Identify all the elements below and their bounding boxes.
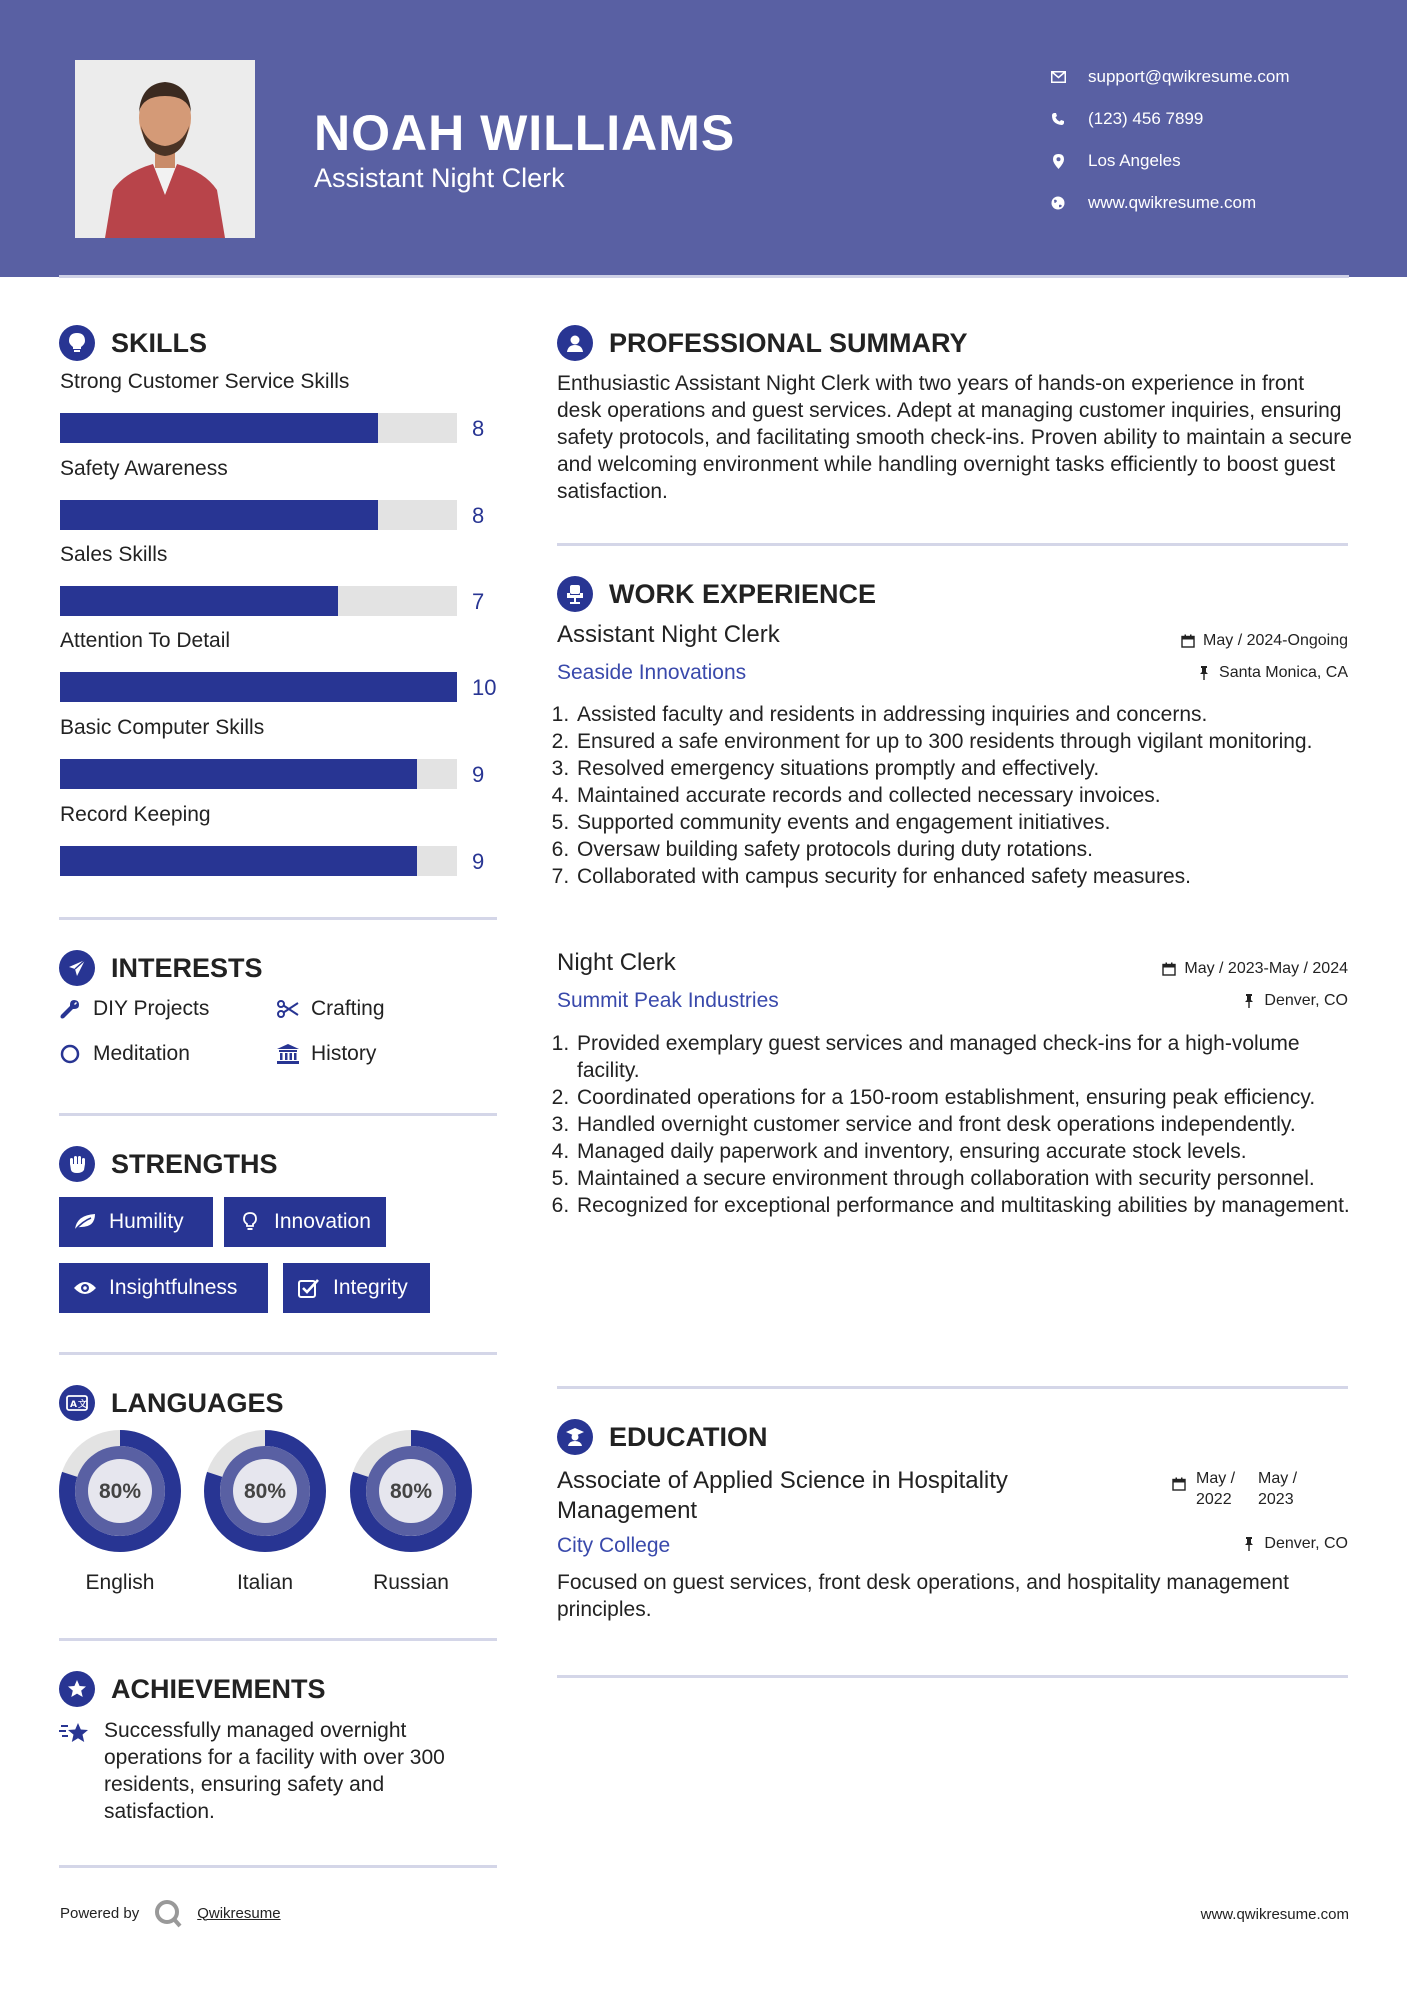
education-location — [1242, 1535, 1348, 1553]
user-icon — [557, 325, 593, 361]
language-label: Italian — [236, 1571, 294, 1594]
skill-bar-fill — [60, 846, 417, 876]
duty-item: 2. Ensured a safe environment for up to 300 residents through vigilant monitoring. — [575, 728, 1360, 755]
skill-bar — [60, 413, 457, 443]
contact-phone-text: (123) 456 7899 — [1088, 109, 1204, 128]
skill-item — [60, 629, 497, 700]
duty-item: 5. Supported community events and engagement initiatives. — [575, 809, 1360, 836]
section-divider — [59, 1113, 497, 1116]
skill-item — [60, 803, 490, 874]
duty-item: 2. Coordinated operations for a 150-room establishment, ensuring peak efficiency. — [575, 1084, 1360, 1111]
language-donut — [204, 1430, 326, 1552]
interests-heading — [59, 950, 263, 986]
interest-item — [277, 997, 385, 1021]
duty-item: 6. Oversaw building safety protocols during duty rotations. — [575, 836, 1360, 863]
lightbulb-icon — [59, 325, 95, 361]
summary-heading — [557, 325, 968, 361]
interests-title: INTERESTS — [111, 952, 263, 983]
strengths-title: STRENGTHS — [111, 1148, 278, 1179]
contact-location — [1050, 140, 1290, 182]
education-start: May / 2022 — [1196, 1470, 1236, 1508]
contact-website[interactable] — [1050, 182, 1290, 224]
skill-bar-fill — [60, 672, 457, 702]
language-label: English — [85, 1571, 155, 1594]
skill-label: Strong Customer Service Skills — [60, 370, 350, 393]
interest-item — [277, 1042, 376, 1066]
skill-bar-fill — [60, 500, 378, 530]
strength-label: Integrity — [333, 1276, 408, 1299]
duty-item: 3. Handled overnight customer service and front desk operations independently. — [575, 1111, 1360, 1138]
skill-bar — [60, 846, 457, 876]
skill-value: 7 — [472, 589, 485, 614]
section-divider — [59, 1865, 497, 1868]
skill-label: Sales Skills — [60, 543, 168, 566]
duty-item: 3. Resolved emergency situations promptly and effectively. — [575, 755, 1360, 782]
education-degree: Associate of Applied Science in Hospitality Management — [557, 1467, 1008, 1524]
skill-bar — [60, 759, 457, 789]
interest-label: DIY Projects — [93, 997, 210, 1020]
phone-icon — [1050, 111, 1066, 127]
languages-title: LANGUAGES — [111, 1387, 284, 1418]
skill-item — [60, 370, 490, 441]
job-dates — [1162, 960, 1348, 978]
job-dates-text: May / 2024-Ongoing — [1203, 632, 1348, 649]
skill-label: Attention To Detail — [60, 629, 231, 652]
section-divider — [59, 1352, 497, 1355]
achievements-heading — [59, 1671, 326, 1707]
skill-bar — [60, 500, 457, 530]
summary-title: PROFESSIONAL SUMMARY — [609, 327, 968, 358]
wrench-icon — [59, 998, 81, 1020]
languages-heading — [59, 1385, 284, 1421]
interest-label: History — [311, 1042, 377, 1065]
duty-item: 1. Provided exemplary guest services and managed check-ins for a high-volume facility. — [575, 1030, 1360, 1084]
education-end: May / 2023 — [1258, 1470, 1298, 1508]
lightbulb-icon — [238, 1211, 262, 1233]
qwikresume-link[interactable]: Qwikresume — [197, 1904, 281, 1922]
contact-email[interactable] — [1050, 56, 1290, 98]
job-dates — [1181, 632, 1348, 650]
section-divider — [557, 543, 1348, 546]
education-title: EDUCATION — [609, 1421, 768, 1452]
skill-label: Record Keeping — [60, 803, 211, 826]
achievements-title: ACHIEVEMENTS — [111, 1673, 326, 1704]
skills-heading — [59, 325, 207, 361]
map-pin-icon — [1050, 153, 1066, 169]
job-location-text: Denver, CO — [1264, 992, 1348, 1009]
skill-bar-fill — [60, 759, 417, 789]
strength-badge — [224, 1197, 386, 1247]
duty-item: 5. Maintained a secure environment through collaboration with security personnel. — [575, 1165, 1360, 1192]
qwikresume-logo-icon — [153, 1898, 183, 1928]
strength-label: Innovation — [274, 1210, 371, 1233]
contact-phone[interactable] — [1050, 98, 1290, 140]
language-percent: 80% — [243, 1480, 287, 1503]
skill-value: 8 — [472, 503, 485, 528]
skill-bar-fill — [60, 413, 378, 443]
stars-icon — [59, 1720, 91, 1746]
scissors-icon — [277, 998, 299, 1020]
skill-item — [60, 543, 490, 614]
footer-powered-by — [60, 1898, 281, 1928]
job-location — [1242, 992, 1348, 1010]
skill-bar — [60, 672, 457, 702]
language-percent: 80% — [389, 1480, 433, 1503]
skill-item — [60, 716, 490, 787]
strength-label: Humility — [109, 1210, 184, 1233]
section-divider — [557, 1386, 1348, 1389]
language-item — [204, 1430, 326, 1595]
education-heading — [557, 1419, 768, 1455]
job-title: Night Clerk — [557, 949, 676, 976]
strength-label: Insightfulness — [109, 1276, 238, 1299]
experience-heading — [557, 576, 876, 612]
interest-label: Crafting — [311, 997, 385, 1020]
contact-list — [1050, 56, 1290, 224]
education-location-text: Denver, CO — [1264, 1535, 1348, 1552]
language-donut — [350, 1430, 472, 1552]
graduate-icon — [557, 1419, 593, 1455]
star-badge-icon — [59, 1671, 95, 1707]
candidate-name: NOAH WILLIAMS — [314, 105, 736, 161]
pushpin-icon — [1242, 1537, 1256, 1551]
duty-item: 7. Collaborated with campus security for enhanced safety measures. — [575, 863, 1360, 890]
strength-badge — [283, 1263, 430, 1313]
job-duties — [557, 701, 1360, 890]
svg-text:文: 文 — [78, 1400, 88, 1410]
check-square-icon — [297, 1277, 321, 1299]
section-divider — [59, 1638, 497, 1641]
interest-label: Meditation — [93, 1042, 190, 1065]
job-dates-text: May / 2023-May / 2024 — [1184, 960, 1348, 977]
summary-text: Enthusiastic Assistant Night Clerk with two years of hands-on experience in front desk operations and guest services. Adept at managing customer inquiries, ensuring safety protocols, and facilitating smooth check-ins. Proven ability to maintain a secure and welcoming environment while handling overnight tasks efficiently to boost guest satisfaction. — [557, 372, 1352, 503]
leaf-icon — [73, 1211, 97, 1233]
skill-bar — [60, 586, 457, 616]
fist-icon — [59, 1146, 95, 1182]
contact-email-text: support@qwikresume.com — [1088, 67, 1290, 86]
profile-photo — [75, 60, 255, 238]
candidate-role: Assistant Night Clerk — [314, 163, 565, 193]
footer-website[interactable]: www.qwikresume.com — [1200, 1906, 1349, 1923]
resume-header — [0, 0, 1407, 277]
skills-title: SKILLS — [111, 327, 208, 358]
envelope-icon — [1050, 69, 1066, 85]
language-donut — [59, 1430, 181, 1552]
achievement-text: Successfully managed overnight operations for a facility with over 300 residents, ensuring safety and satisfaction. — [104, 1719, 445, 1823]
interest-item — [59, 1042, 190, 1066]
duty-item: 4. Managed daily paperwork and inventory, ensuring accurate stock levels. — [575, 1138, 1360, 1165]
education-dates — [1172, 1468, 1312, 1510]
pushpin-icon — [1197, 666, 1211, 680]
education-description: Focused on guest services, front desk operations, and hospitality management principles. — [557, 1571, 1289, 1621]
skill-bar-fill — [60, 586, 338, 616]
calendar-icon — [1162, 962, 1176, 976]
eye-icon — [73, 1277, 97, 1299]
duty-item: 1. Assisted faculty and residents in addressing inquiries and concerns. — [575, 701, 1360, 728]
skill-label: Safety Awareness — [60, 457, 228, 480]
job-company: Summit Peak Industries — [557, 989, 779, 1012]
contact-location-text: Los Angeles — [1088, 151, 1181, 170]
duty-item: 4. Maintained accurate records and collected necessary invoices. — [575, 782, 1360, 809]
strength-badge — [59, 1263, 268, 1313]
chair-icon — [557, 576, 593, 612]
calendar-icon — [1172, 1477, 1186, 1491]
globe-icon — [1050, 195, 1066, 211]
svg-text:A: A — [70, 1400, 77, 1410]
language-item — [59, 1430, 181, 1595]
strengths-heading — [59, 1146, 278, 1182]
circle-icon — [59, 1043, 81, 1065]
duty-item: 6. Recognized for exceptional performance and multitasking abilities by management. — [575, 1192, 1360, 1219]
job-company: Seaside Innovations — [557, 661, 747, 684]
powered-by-text: Powered by — [60, 1904, 140, 1922]
experience-title: WORK EXPERIENCE — [609, 578, 877, 609]
interest-item — [59, 997, 209, 1021]
museum-icon — [277, 1043, 299, 1065]
calendar-icon — [1181, 634, 1195, 648]
skill-value: 10 — [472, 675, 497, 700]
contact-website-text: www.qwikresume.com — [1088, 193, 1257, 212]
job-location — [1197, 664, 1348, 682]
skill-value: 8 — [472, 416, 485, 441]
language-item — [350, 1430, 472, 1595]
language-icon — [59, 1385, 95, 1421]
strength-badge — [59, 1197, 213, 1247]
language-percent: 80% — [98, 1480, 142, 1503]
skill-value: 9 — [472, 762, 485, 787]
paper-plane-icon — [59, 950, 95, 986]
skill-label: Basic Computer Skills — [60, 716, 265, 739]
section-divider — [557, 1675, 1348, 1678]
job-location-text: Santa Monica, CA — [1219, 664, 1348, 681]
job-duties — [557, 1030, 1360, 1219]
header-divider — [59, 275, 1349, 278]
job-title: Assistant Night Clerk — [557, 621, 780, 648]
skill-value: 9 — [472, 849, 485, 874]
skill-item — [60, 457, 490, 528]
education-school: City College — [557, 1534, 671, 1557]
language-label: Russian — [373, 1571, 449, 1594]
pushpin-icon — [1242, 994, 1256, 1008]
section-divider — [59, 917, 497, 920]
